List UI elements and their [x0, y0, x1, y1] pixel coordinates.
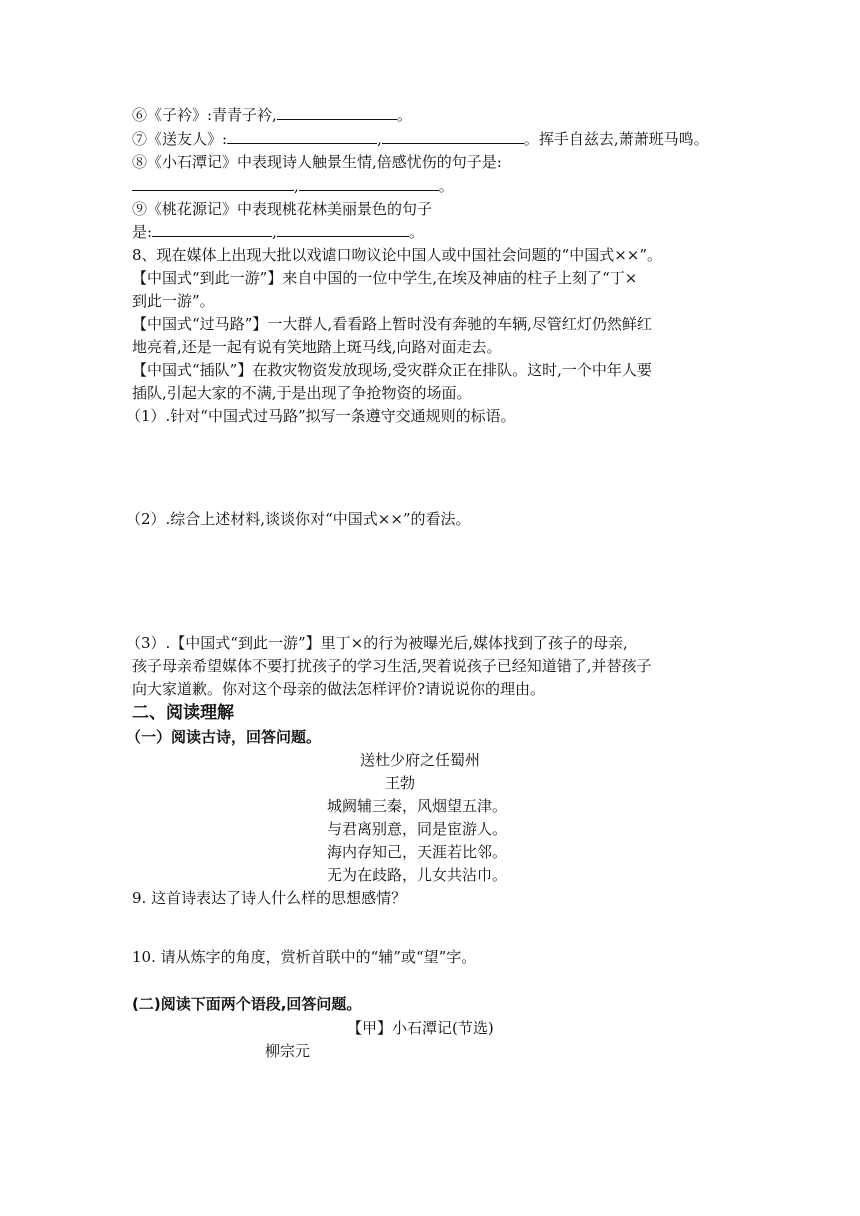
- poem-title: 送杜少府之任蜀州: [360, 751, 481, 769]
- item9-answer-line: [132, 222, 424, 242]
- item8-question: ⑧《小石潭记》中表现诗人触景生情,倍感忧伤的句子是:: [132, 153, 502, 171]
- poem-line-4: 无为在歧路，儿女共沾巾。: [327, 866, 508, 884]
- item8-sep: ,: [294, 177, 299, 195]
- item7-prefix: ⑦《送友人》:: [132, 130, 228, 148]
- q10: 10. 请从炼字的角度，赏析首联中的“辅”或“望”字。: [132, 948, 477, 966]
- q8-sub3-line1: （3）.【中国式“到此一游”】里丁×的行为被曝光后,媒体找到了孩子的母亲,: [126, 634, 628, 652]
- item9-prefix: 是:: [132, 223, 153, 241]
- item7-blank-2[interactable]: [382, 129, 524, 144]
- item9-sep: ,: [272, 223, 277, 241]
- item9-suffix: 。: [408, 223, 424, 241]
- item7-line: [132, 129, 709, 149]
- poem-line-2: 与君离别意，同是宦游人。: [327, 820, 508, 838]
- item6-prefix: ⑥《子衿》:青青子衿,: [132, 106, 277, 124]
- q8-sub2: （2）.综合上述材料,谈谈你对“中国式××”的看法。: [126, 510, 471, 528]
- q8-intro: 8、现在媒体上出现大批以戏谑口吻议论中国人或中国社会问题的“中国式××”。: [132, 246, 663, 264]
- q8-sub1: （1）.针对“中国式过马路”拟写一条遵守交通规则的标语。: [126, 407, 516, 425]
- passage-title: 【甲】小石潭记(节选): [347, 1019, 494, 1037]
- item8-suffix: 。: [438, 177, 454, 195]
- q8-material3-line2: 插队,引起大家的不满,于是出现了争抢物资的场面。: [132, 384, 472, 402]
- q8-material1-line1: 【中国式“到此一游”】来自中国的一位中学生,在埃及神庙的柱子上刻了“丁×: [132, 269, 638, 287]
- item7-sep: ,: [377, 130, 382, 148]
- q8-sub3-line2: 孩子母亲希望媒体不要打扰孩子的学习生活,哭着说孩子已经知道错了,并替孩子: [132, 657, 652, 675]
- item7-suffix: 。挥手自兹去,萧萧班马鸣。: [523, 130, 709, 148]
- q8-sub3-line3: 向大家道歉。你对这个母亲的做法怎样评价?请说说你的理由。: [132, 680, 546, 698]
- item9-blank-2[interactable]: [277, 222, 409, 237]
- q8-material3-line1: 【中国式“插队”】在救灾物资发放现场,受灾群众正在排队。这时,一个中年人要: [132, 361, 652, 379]
- item9-question: ⑨《桃花源记》中表现桃花林美丽景色的句子: [132, 200, 433, 218]
- q9: 9. 这首诗表达了诗人什么样的思想感情？: [132, 889, 407, 907]
- q8-material1-line2: 到此一游”。: [132, 292, 215, 310]
- item6-line: [132, 105, 412, 125]
- section2-part2-title: (二)阅读下面两个语段,回答问题。: [132, 995, 362, 1013]
- poem-line-1: 城阙辅三秦，风烟望五津。: [327, 797, 508, 815]
- item8-answer-line: [132, 176, 454, 196]
- poem-author: 王勃: [385, 774, 416, 792]
- item7-blank-1[interactable]: [227, 129, 377, 144]
- item6-blank[interactable]: [277, 105, 397, 120]
- passage-author: 柳宗元: [265, 1042, 311, 1060]
- item8-blank-2[interactable]: [299, 176, 439, 191]
- poem-line-3: 海内存知己，天涯若比邻。: [327, 843, 508, 861]
- section2-part1-title: （一）阅读古诗，回答问题。: [126, 728, 322, 746]
- item9-blank-1[interactable]: [152, 222, 272, 237]
- section2-title: 二、阅读理解: [132, 703, 234, 723]
- q8-material2-line1: 【中国式“过马路”】一大群人,看看路上暂时没有奔驰的车辆,尽管红灯仍然鲜红: [132, 315, 652, 333]
- q8-material2-line2: 地亮着,还是一起有说有笑地踏上斑马线,向路对面走去。: [132, 338, 502, 356]
- item6-suffix: 。: [396, 106, 412, 124]
- item8-blank-1[interactable]: [132, 176, 294, 191]
